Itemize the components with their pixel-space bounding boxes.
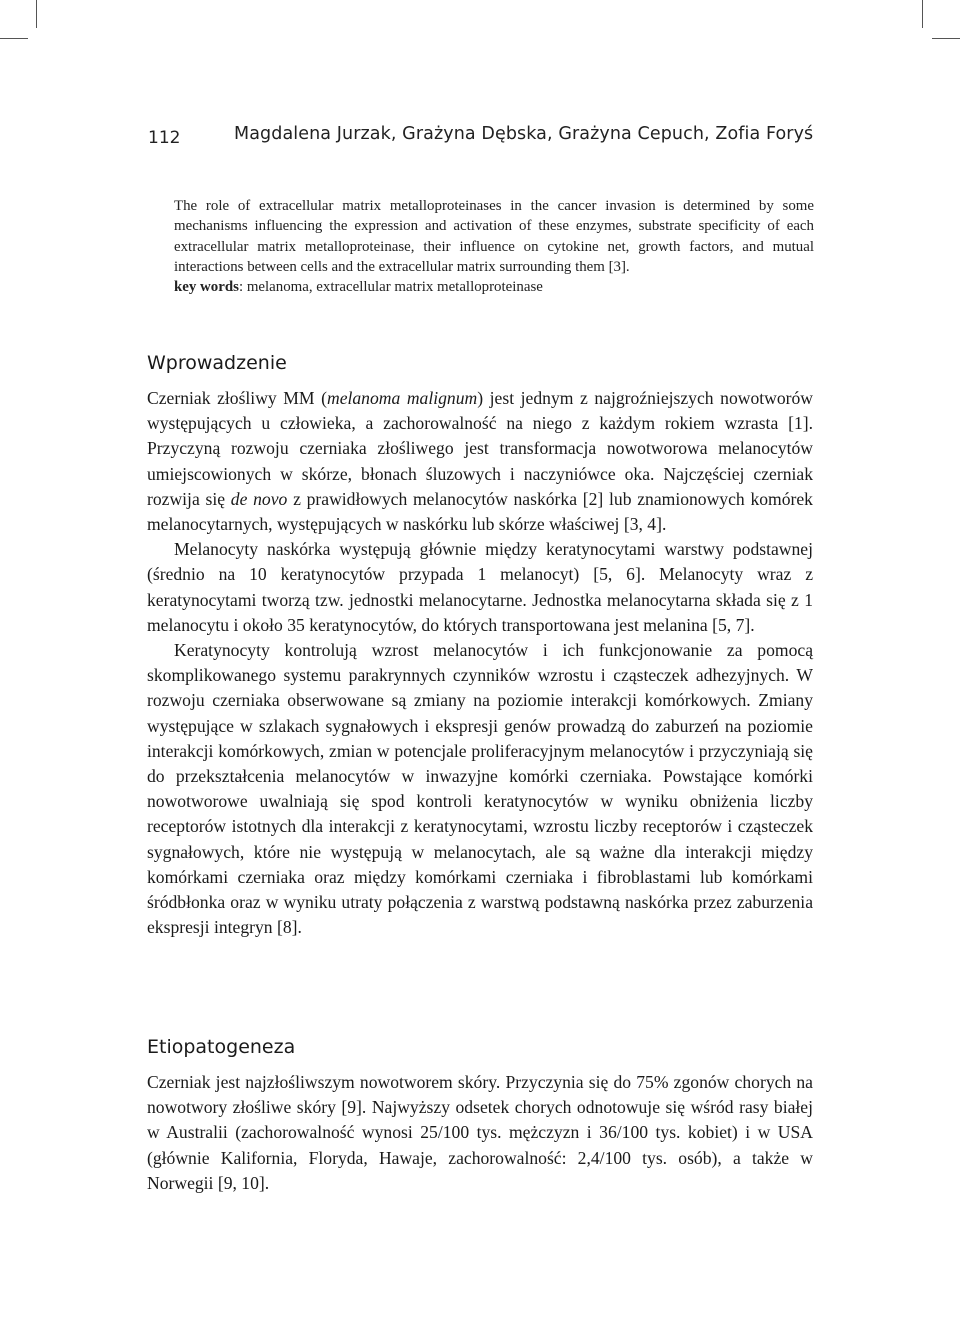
crop-mark-left-h (0, 38, 28, 39)
paragraph-1 (147, 386, 813, 537)
p1-italic-term: melanoma malignum (326, 388, 478, 408)
p1-part-b: ) jest jednym z najgroźniejszych nowotworów występujących u człowieka, a zachorowalność na niego z każdym rokiem wzrasta [1]. Przyczyną rozwoju czerniaka złośliwego jest transformacja nowotworowa melanocytów umiejscowionych w skórze, błonach śluzowych i naczyniówce oka. Najczęściej czerniak rozwija się (147, 388, 813, 509)
abstract-text: The role of extracellular matrix metalloproteinases in the cancer invasion is determined by some mechanisms influencing the expression and activation of these enzymes, substrate specificity of each extracellular matrix metalloproteinase, their influence on cytokine net, growth factors, and mutual interactions between cells and the extracellular matrix surrounding them [3]. (174, 198, 814, 275)
p1-part-c: z prawidłowych melanocytów naskórka [2] lub znamionowych komórek melanocytarnych, występujących w naskórku lub skórze właściwej [3, 4]. (147, 488, 813, 535)
paragraph-3: Keratynocyty kontrolują wzrost melanocytów i ich funkcjonowanie za pomocą skomplikowanego systemu parakrynnych czynników wzrostu i cząsteczek adhezyjnych. W rozwoju czerniaka obserwowane są zmiany na poziomie interakcji komórkowych. Zmiany występujące w szlakach sygnałowych i ekspresji genów prowadzą do zaburzeń na poziomie interakcji komórkowych, zmian w potencjale proliferacyjnym melanocytów i przyczyniają się do przekształcenia melanocytów w inwazyjne komórki czerniaka. Powstające komórki nowotworowe uwalniają się spod kontroli keratynocytów w wyniku obniżenia liczby receptorów istotnych dla interakcji z keratynocytami, wzrostu liczby receptorów i cząsteczek sygnałowych, które nie występują w melanocytach, ale są ważne dla interakcji między komórkami czerniaka oraz między komórkami czerniaka i fibroblastami lub komórkami śródbłonka oraz w wyniku utraty połączenia z warstwą podstawną naskórka przez zaburzenia ekspresji integryn [8]. (147, 640, 813, 938)
running-header (148, 124, 840, 154)
section-title-etiopatogeneza: Etiopatogeneza (147, 1036, 296, 1058)
running-head-authors: Magdalena Jurzak, Grażyna Dębska, Grażyna Cepuch, Zofia Foryś (234, 124, 814, 144)
paragraph-4: Czerniak jest najzłośliwszym nowotworem skóry. Przyczynia się do 75% zgonów chorych na nowotwory złośliwe skóry [9]. Najwyższy odsetek chorych odnotowuje się wśród rasy białej w Australii (zachorowalność wynosi 25/100 tys. mężczyzn i 36/100 tys. kobiet) i w USA (głównie Kalifornia, Floryda, Hawaje, zachorowalność: 2,4/100 tys. osób), a także w Norwegii [9, 10]. (147, 1072, 813, 1193)
section-body-wprowadzenie (147, 386, 813, 940)
crop-mark-right (922, 0, 923, 28)
paragraph-2: Melanocyty naskórka występują głównie między keratynocytami warstwy podstawnej (średnio na 10 keratynocytów przypada 1 melanocyt) [5, 6]. Melanocyty wraz z keratynocytami tworzą tzw. jednostki melanocytarne. Jednostka melanocytarna składa się z 1 melanocytu i około 35 keratynocytów, do których transportowana jest melanina [5, 7]. (147, 539, 813, 635)
page-number: 112 (148, 128, 181, 148)
section-body-etiopatogeneza (147, 1070, 813, 1196)
crop-mark-left (36, 0, 37, 28)
keywords (174, 277, 814, 297)
section-title-wprowadzenie: Wprowadzenie (147, 352, 287, 374)
keywords-label: key words (174, 279, 239, 296)
p1-part-a: Czerniak złośliwy MM ( (147, 388, 327, 408)
keywords-list: : melanoma, extracellular matrix metalloproteinase (238, 279, 543, 296)
abstract (174, 196, 814, 297)
crop-mark-right-h (932, 38, 960, 39)
p1-italic-de-novo: de novo (230, 488, 288, 509)
